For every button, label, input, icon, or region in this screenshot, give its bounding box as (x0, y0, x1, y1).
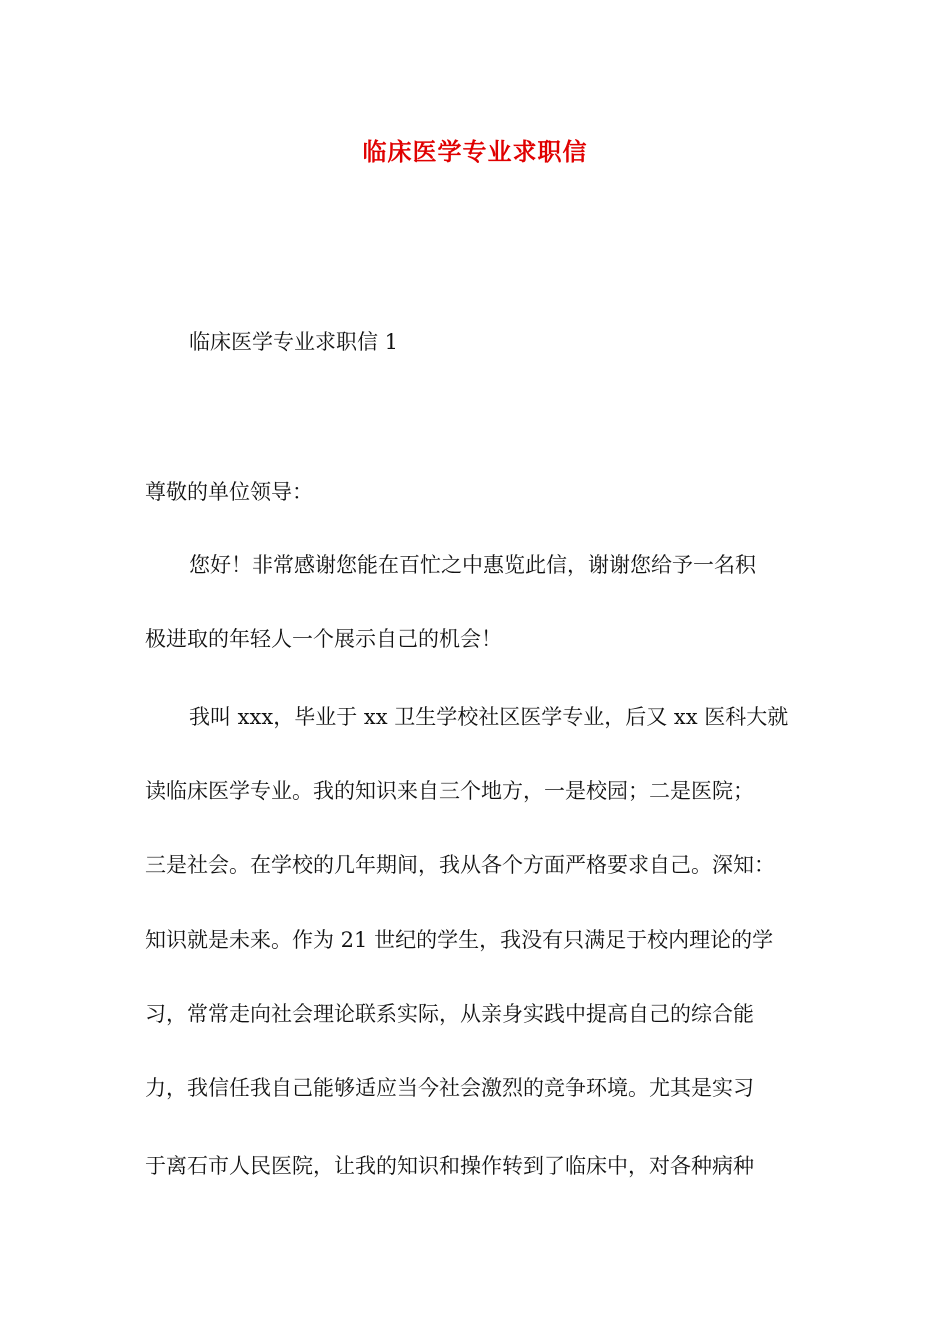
body-line: 习，常常走向社会理论联系实际，从亲身实践中提高自己的综合能 (145, 1002, 754, 1026)
body-line: 三是社会。在学校的几年期间，我从各个方面严格要求自己。深知： (145, 853, 775, 877)
letter-greeting: 尊敬的单位领导： (145, 480, 313, 504)
body-line: 于离石市人民医院，让我的知识和操作转到了临床中，对各种病种 (145, 1154, 754, 1178)
body-line: 极进取的年轻人一个展示自己的机会！ (145, 627, 502, 651)
body-line: 您好！非常感谢您能在百忙之中惠览此信，谢谢您给予一名积 (189, 553, 756, 577)
body-line: 读临床医学专业。我的知识来自三个地方，一是校园；二是医院； (145, 779, 754, 803)
body-line: 知识就是未来。作为 21 世纪的学生，我没有只满足于校内理论的学 (145, 928, 774, 952)
body-line: 我叫 xxx，毕业于 xx 卫生学校社区医学专业，后又 xx 医科大就 (189, 705, 789, 729)
body-line: 力，我信任我自己能够适应当今社会激烈的竞争环境。尤其是实习 (145, 1076, 754, 1100)
document-title: 临床医学专业求职信 (362, 137, 588, 166)
letter-subtitle: 临床医学专业求职信 1 (189, 330, 399, 354)
